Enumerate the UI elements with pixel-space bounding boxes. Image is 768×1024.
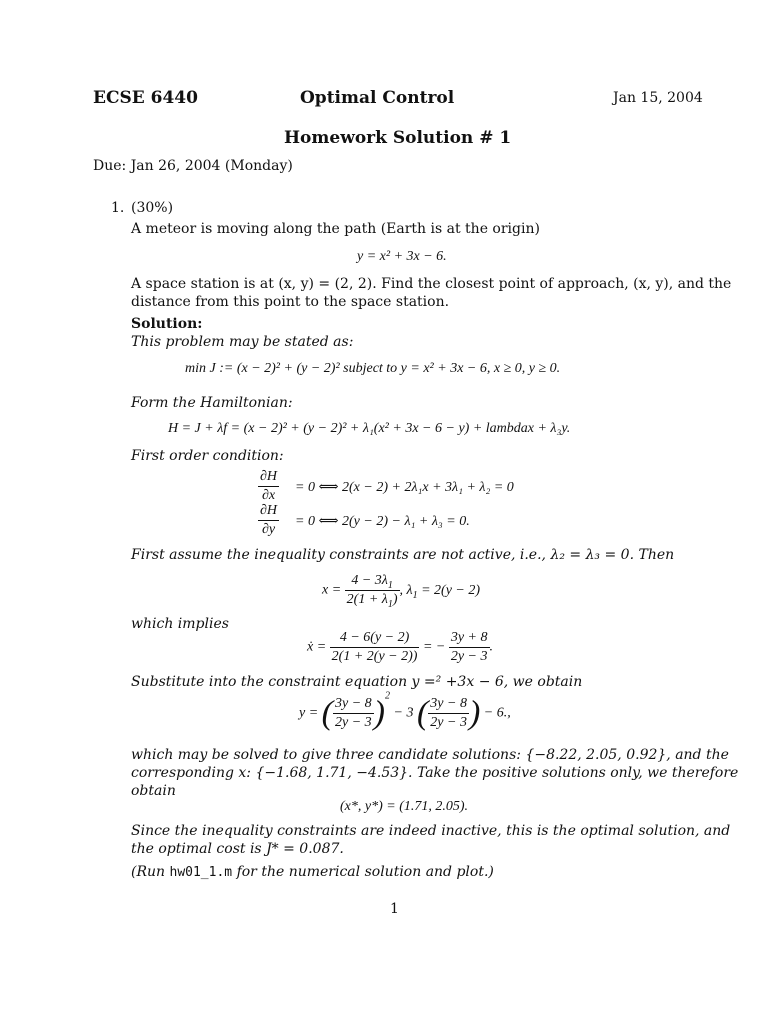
- run-filename: hw01_1.m: [169, 865, 233, 880]
- run-suffix: for the numerical solution and plot.): [232, 864, 494, 880]
- solved-text-2: corresponding x: {−1.68, 1.71, −4.53}. Take the positive solutions only, we therefore: [131, 765, 739, 781]
- equation-hamiltonian: H = J + λf = (x − 2)² + (y − 2)² + λ₁(x² + 3x − 6 − y) + lambdax + λ₃y.: [168, 421, 571, 436]
- solved-text-1: which may be solved to give three candidate solutions: {−8.22, 2.05, 0.92}, and the: [131, 747, 729, 763]
- assume-text: First assume the inequality constraints are not active, i.e., λ₂ = λ₃ = 0. Then: [131, 547, 675, 563]
- first-order-label: First order condition:: [131, 448, 284, 464]
- equation-y-substituted: y = ( $\frac{3y - 8}{2y - 3}$ )$^2$ − 3 ( $\frac{3y - 8}{2y - 3}$ ) − 6.,: [299, 690, 511, 732]
- foc-equation-2: = 0 ⟺ 2(y − 2) − λ₁ + λ₃ = 0.: [295, 514, 470, 529]
- since-text-1: Since the inequality constraints are indeed inactive, this is the optimal solution, and: [131, 823, 731, 839]
- problem-text-2: A space station is at (x, y) = (2, 2). Find the closest point of approach, (x, y), and the: [131, 276, 732, 292]
- problem-number: 1.: [111, 200, 125, 216]
- partial-h-y: $\frac{\partial H}{\partial y}$: [260, 503, 278, 537]
- implies-text: which implies: [131, 616, 229, 632]
- foc-equation-1: = 0 ⟺ 2(x − 2) + 2λ₁x + 3λ₁ + λ₂ = 0: [295, 480, 514, 495]
- course-title: Optimal Control: [300, 88, 455, 108]
- equation-min: min J := (x − 2)² + (y − 2)² subject to y = x² + 3x − 6, x ≥ 0, y ≥ 0.: [185, 361, 561, 376]
- course-code: ECSE 6440: [93, 88, 198, 108]
- solution-stated: This problem may be stated as:: [131, 334, 354, 350]
- equation-path: y = x² + 3x − 6.: [357, 249, 447, 264]
- run-instruction: [131, 863, 494, 882]
- run-prefix: (Run: [131, 864, 170, 880]
- equation-x-lambda: x = $\frac{4 - 3\lambda_1}{2(1 + \lambda_1)}$ , $\lambda_1 = 2(y - 2)$: [322, 573, 481, 610]
- solution-heading: Solution:: [131, 316, 203, 332]
- partial-h-x: $\frac{\partial H}{\partial x}$: [260, 469, 278, 503]
- document-title: Homework Solution # 1: [284, 128, 512, 148]
- header-date: Jan 15, 2004: [613, 90, 703, 106]
- due-date: Due: Jan 26, 2004 (Monday): [93, 158, 293, 174]
- form-hamiltonian: Form the Hamiltonian:: [131, 395, 293, 411]
- page-number: 1: [390, 901, 399, 917]
- problem-text-1: A meteor is moving along the path (Earth is at the origin): [131, 221, 540, 237]
- solved-text-3: obtain: [131, 783, 176, 799]
- substitute-text: Substitute into the constraint equation y =² +3x − 6, we obtain: [131, 674, 583, 690]
- equation-optimal: (x*, y*) = (1.71, 2.05).: [340, 799, 469, 814]
- problem-text-3: distance from this point to the space station.: [131, 294, 450, 310]
- since-text-2: the optimal cost is J* = 0.087.: [131, 841, 344, 857]
- equation-x-dot: ẋ = $\frac{4 - 6(y - 2)}{2(1 + 2(y - 2))}$ = − $\frac{3y + 8}{2y - 3}$ .: [307, 630, 494, 664]
- problem-weight: (30%): [131, 200, 174, 216]
